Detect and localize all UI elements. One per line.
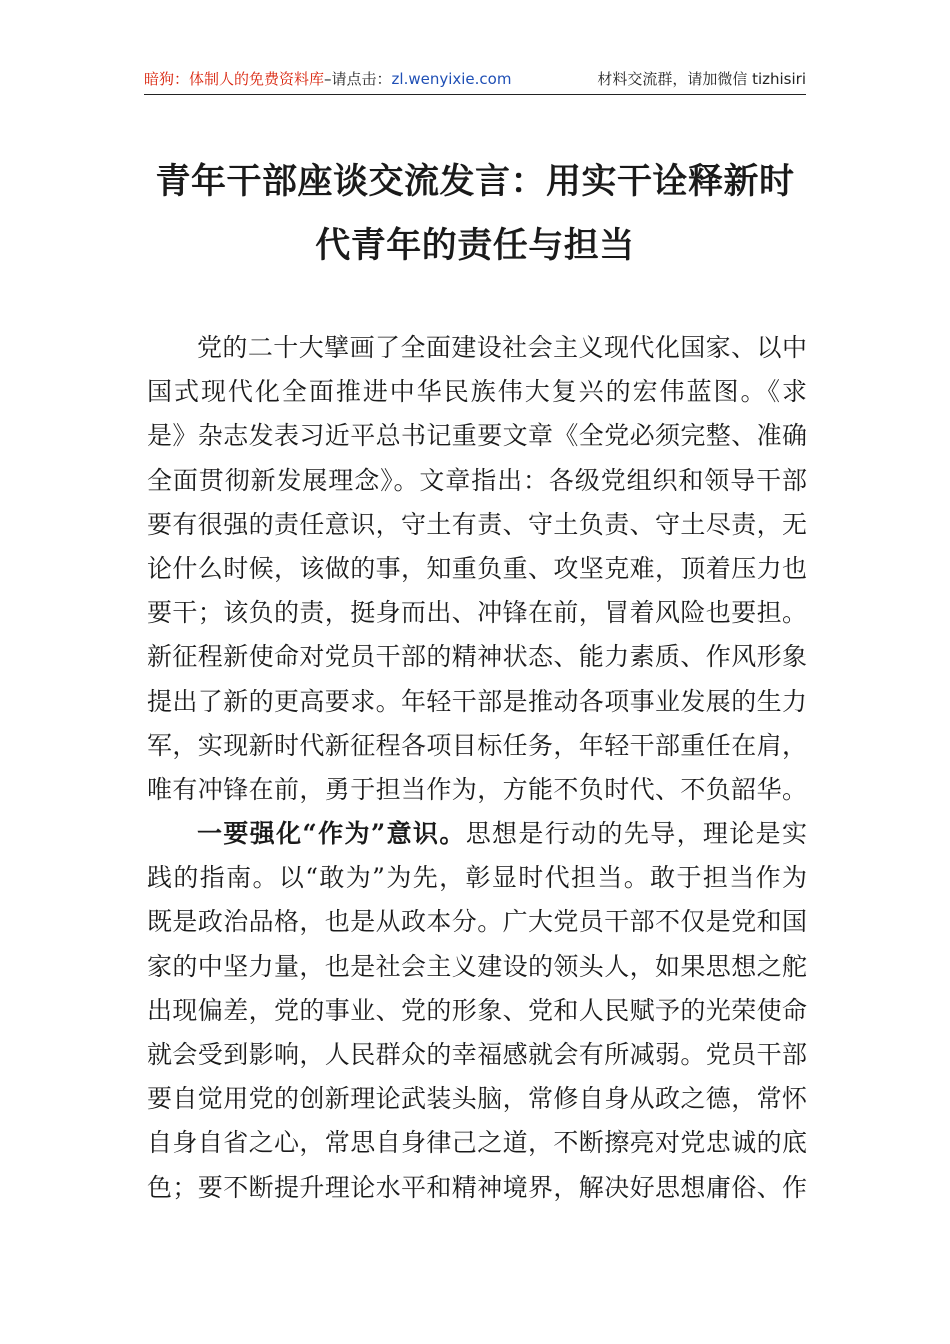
- header-contact: 材料交流群，请加微信 tizhisiri: [597, 70, 806, 88]
- header-brand: 暗狗：体制人的免费资料库: [144, 70, 325, 88]
- paragraph-line: 既是政治品格，也是从政本分。广大党员干部不仅是党和国: [147, 907, 807, 937]
- paragraph-line: 党的二十大擘画了全面建设社会主义现代化国家、以中: [197, 333, 807, 362]
- paragraph-line: 全面贯彻新发展理念》。文章指出：各级党组织和领导干部: [147, 465, 807, 495]
- paragraph-line: 要干；该负的责，挺身而出、冲锋在前，冒着风险也要担。: [147, 598, 807, 628]
- paragraph-line: 新征程新使命对党员干部的精神状态、能力素质、作风形象: [147, 642, 807, 672]
- paragraph-line: 就会受到影响，人民群众的幸福感就会有所减弱。党员干部: [147, 1039, 807, 1069]
- paragraph-line: 色；要不断提升理论水平和精神境界，解决好思想庸俗、作: [147, 1172, 807, 1202]
- paragraph-line: 家的中坚力量，也是社会主义建设的领头人，如果思想之舵: [147, 951, 807, 981]
- paragraph-line: 论什么时候，该做的事，知重负重、攻坚克难，顶着压力也: [147, 553, 807, 583]
- paragraph-line: 出现偏差，党的事业、党的形象、党和人民赋予的光荣使命: [147, 995, 807, 1025]
- paragraph-line: 要有很强的责任意识，守土有责、守土负责、守土尽责，无: [147, 509, 807, 539]
- paragraph-line: 是》杂志发表习近平总书记重要文章《全党必须完整、准确: [147, 421, 807, 451]
- paragraph-line: 要自觉用党的创新理论武装头脑，常修自身从政之德，常怀: [147, 1084, 807, 1114]
- header-prompt: –请点击：: [324, 70, 392, 88]
- title-line-2: 代青年的责任与担当: [315, 225, 635, 266]
- header-banner: [144, 64, 806, 95]
- paragraph-line: 军，实现新时代新征程各项目标任务，年轻干部重任在肩，: [147, 730, 807, 760]
- paragraph-line: 践的指南。以“敢为”为先，彰显时代担当。敢于担当作为: [147, 863, 807, 893]
- header-url-link[interactable]: zl.wenyixie.com: [391, 70, 512, 88]
- title-line-1: 青年干部座谈交流发言：用实干诠释新时: [155, 161, 795, 202]
- paragraph-1: [147, 326, 807, 812]
- paragraph-line: 唯有冲锋在前，勇于担当作为，方能不负时代、不负韶华。: [147, 774, 807, 804]
- paragraph-line: 提出了新的更高要求。年轻干部是推动各项事业发展的生力: [147, 686, 807, 716]
- section-heading: 一要强化“作为”意识。: [197, 819, 466, 848]
- document-title: [120, 150, 830, 278]
- paragraph-line-rest: 思想是行动的先导，理论是实: [465, 819, 807, 848]
- paragraph-line: 自身自省之心，常思自身律己之道，不断擦亮对党忠诚的底: [147, 1128, 807, 1158]
- paragraph-first-line: [147, 812, 807, 856]
- paragraph-line: 国式现代化全面推进中华民族伟大复兴的宏伟蓝图。《求: [147, 377, 807, 407]
- paragraph-2: [147, 812, 807, 1210]
